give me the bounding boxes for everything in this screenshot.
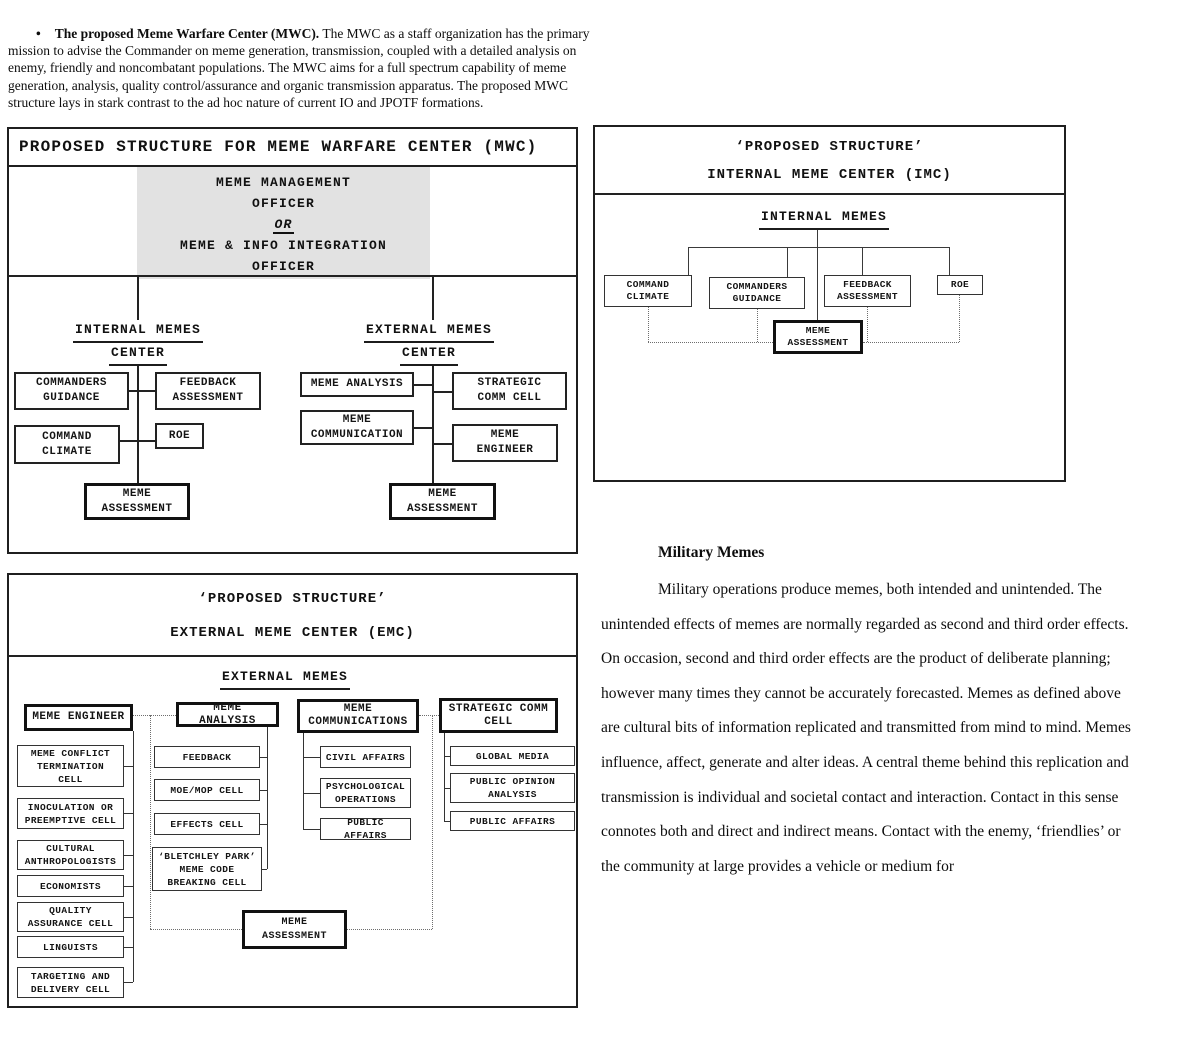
- roe-box: ROE: [937, 275, 983, 295]
- column-spine-line: [267, 727, 268, 869]
- mwc-figure-title: PROPOSED STRUCTURE FOR MEME WARFARE CENTER (MWC): [9, 129, 576, 167]
- tick-line: [124, 982, 133, 983]
- connector-line: [414, 427, 432, 429]
- command-climate-box: COMMAND CLIMATE: [14, 425, 120, 464]
- intro-paragraph: [8, 25, 602, 112]
- public-affairs-box: PUBLIC AFFAIRS: [450, 811, 575, 831]
- tick-line: [124, 813, 133, 814]
- dotted-connector: [648, 342, 773, 343]
- public-affairs-box: PUBLIC AFFAIRS: [320, 818, 411, 840]
- tick-line: [303, 793, 320, 794]
- feedback-box: FEEDBACK: [154, 746, 260, 768]
- imc-center-line: [817, 229, 818, 320]
- command-climate-box: COMMAND CLIMATE: [604, 275, 692, 307]
- cultural-anthropologists-box: CULTURAL ANTHROPOLOGISTS: [17, 840, 124, 870]
- internal-branch-line: [137, 360, 139, 483]
- tick-line: [303, 757, 320, 758]
- dotted-connector: [150, 929, 242, 930]
- meme-assessment-box: MEME ASSESSMENT: [389, 483, 496, 520]
- public-opinion-analysis-box: PUBLIC OPINION ANALYSIS: [450, 773, 575, 803]
- mwc-structure-figure: [7, 127, 578, 554]
- intro-lead-bold: The proposed Meme Warfare Center (MWC).: [54, 25, 320, 41]
- dotted-connector: [959, 295, 960, 342]
- civil-affairs-box: CIVIL AFFAIRS: [320, 746, 411, 768]
- tick-line: [124, 886, 133, 887]
- internal-branch-line: [137, 275, 139, 322]
- imc-structure-figure: [593, 125, 1066, 482]
- bullet-marker: •: [36, 25, 41, 41]
- military-memes-heading: Military Memes: [658, 544, 765, 561]
- feedback-assessment-box: FEEDBACK ASSESSMENT: [155, 372, 261, 410]
- connector-line: [432, 443, 452, 445]
- officer-line1: MEME MANAGEMENT: [215, 175, 352, 190]
- column-spine-line: [133, 731, 134, 982]
- heading-line: EXTERNAL MEMES: [364, 320, 494, 343]
- external-branch-line: [432, 275, 434, 322]
- meme-engineer-header: MEME ENGINEER: [24, 704, 133, 731]
- dotted-connector: [432, 715, 433, 929]
- intro-body-text: The MWC as a staff organization has the primary mission to advise the Commander on meme generation, transmission, coupled with a detailed analysis on enemy, friendly and noncombatant populations. The MWC aims for a full spectrum capability of meme generation, analysis, quality control/assurance and organic transmission apparatus. The proposed MWC structure lays in stark contrast to the ad hoc nature of current IO and JPOTF formations.: [8, 25, 590, 111]
- tick-line: [303, 829, 320, 830]
- connector-line: [120, 440, 155, 442]
- dotted-connector: [419, 715, 439, 716]
- feedback-assessment-box: FEEDBACK ASSESSMENT: [824, 275, 911, 307]
- emc-title-line2: EXTERNAL MEME CENTER (EMC): [170, 625, 415, 641]
- tick-line: [124, 947, 133, 948]
- external-memes-heading: EXTERNAL MEMES: [205, 667, 365, 690]
- connector-line: [432, 391, 452, 393]
- imc-title-line1: ‘PROPOSED STRUCTURE’: [735, 139, 924, 155]
- effects-cell-box: EFFECTS CELL: [154, 813, 260, 835]
- external-memes-center-heading: [348, 320, 510, 366]
- external-branch-line: [432, 360, 434, 483]
- officer-line4: OFFICER: [251, 259, 315, 274]
- quality-assurance-cell-box: QUALITY ASSURANCE CELL: [17, 902, 124, 932]
- meme-assessment-box: MEME ASSESSMENT: [84, 483, 190, 520]
- meme-assessment-box: MEME ASSESSMENT: [773, 320, 863, 354]
- strategic-comm-cell-box: STRATEGIC COMM CELL: [452, 372, 567, 410]
- emc-title-line1: ‘PROPOSED STRUCTURE’: [198, 591, 387, 607]
- imc-drop-line: [862, 247, 863, 275]
- roe-box: ROE: [155, 423, 204, 449]
- tick-line: [260, 824, 267, 825]
- emc-divider-line: [9, 655, 576, 657]
- meme-assessment-box: MEME ASSESSMENT: [242, 910, 347, 949]
- heading-line: CENTER: [109, 343, 167, 366]
- column-spine-line: [444, 733, 445, 821]
- officer-line3: MEME & INFO INTEGRATION: [179, 238, 388, 253]
- moe-mop-cell-box: MOE/MOP CELL: [154, 779, 260, 801]
- military-memes-paragraph: Military operations produce memes, both intended and unintended. The unintended effects of memes are normally regarded as second and third order effects. On occasion, second and third order effects are the product of deliberate planning; however many times they cannot be accurately forecasted. Memes as defined above are cultural bits of information replicated and transmitted from mind to mind. Memes influence, affect, generate and alter ideas. A central theme behind this replication and transmission is individual and societal contact and interaction. Contact in this sense connotes both and direct and indirect means. Contact with the enemy, ‘friendlies’ or the community at large provides a vehicle or medium for: [601, 581, 1131, 875]
- emc-structure-figure: [7, 573, 578, 1008]
- dotted-connector: [757, 309, 758, 342]
- mwc-divider-line: [9, 275, 576, 277]
- meme-communication-box: MEME COMMUNICATION: [300, 410, 414, 445]
- heading-line: CENTER: [400, 343, 458, 366]
- meme-conflict-termination-cell-box: MEME CONFLICT TERMINATION CELL: [17, 745, 124, 787]
- tick-line: [124, 766, 133, 767]
- dotted-connector: [863, 342, 959, 343]
- column-spine-line: [303, 733, 304, 829]
- targeting-delivery-cell-box: TARGETING AND DELIVERY CELL: [17, 967, 124, 998]
- global-media-box: GLOBAL MEDIA: [450, 746, 575, 766]
- officer-line2: OFFICER: [251, 196, 315, 211]
- tick-line: [262, 869, 267, 870]
- economists-box: ECONOMISTS: [17, 875, 124, 897]
- dotted-connector: [347, 929, 432, 930]
- tick-line: [124, 855, 133, 856]
- officer-or: OR: [274, 217, 293, 232]
- bletchley-park-cell-box: ‘BLETCHLEY PARK’ MEME CODE BREAKING CELL: [152, 847, 262, 891]
- imc-title-line2: INTERNAL MEME CENTER (IMC): [707, 167, 952, 183]
- imc-drop-line: [688, 247, 689, 275]
- inoculation-preemptive-cell-box: INOCULATION OR PREEMPTIVE CELL: [17, 798, 124, 829]
- imc-top-connector: [688, 247, 950, 248]
- commanders-guidance-box: COMMANDERS GUIDANCE: [709, 277, 805, 309]
- internal-memes-heading: INTERNAL MEMES: [724, 207, 924, 230]
- connector-line: [129, 390, 155, 392]
- tick-line: [260, 790, 267, 791]
- mwc-officer-box: [137, 167, 430, 279]
- imc-drop-line: [949, 247, 950, 275]
- meme-engineer-box: MEME ENGINEER: [452, 424, 558, 462]
- heading-line: INTERNAL MEMES: [73, 320, 203, 343]
- imc-drop-line: [787, 247, 788, 277]
- dotted-connector: [867, 307, 868, 342]
- dotted-connector: [133, 715, 176, 716]
- strategic-comm-cell-header: STRATEGIC COMM CELL: [439, 698, 558, 733]
- dotted-connector: [648, 307, 649, 342]
- imc-divider-line: [595, 193, 1064, 195]
- tick-line: [260, 757, 267, 758]
- psychological-operations-box: PSYCHOLOGICAL OPERATIONS: [320, 778, 411, 808]
- internal-memes-center-heading: [57, 320, 219, 366]
- meme-communications-header: MEME COMMUNICATIONS: [297, 699, 419, 733]
- connector-line: [414, 384, 432, 386]
- meme-analysis-header: MEME ANALYSIS: [176, 702, 279, 727]
- dotted-connector: [150, 715, 151, 929]
- linguists-box: LINGUISTS: [17, 936, 124, 958]
- tick-line: [124, 917, 133, 918]
- commanders-guidance-box: COMMANDERS GUIDANCE: [14, 372, 129, 410]
- meme-analysis-box: MEME ANALYSIS: [300, 372, 414, 397]
